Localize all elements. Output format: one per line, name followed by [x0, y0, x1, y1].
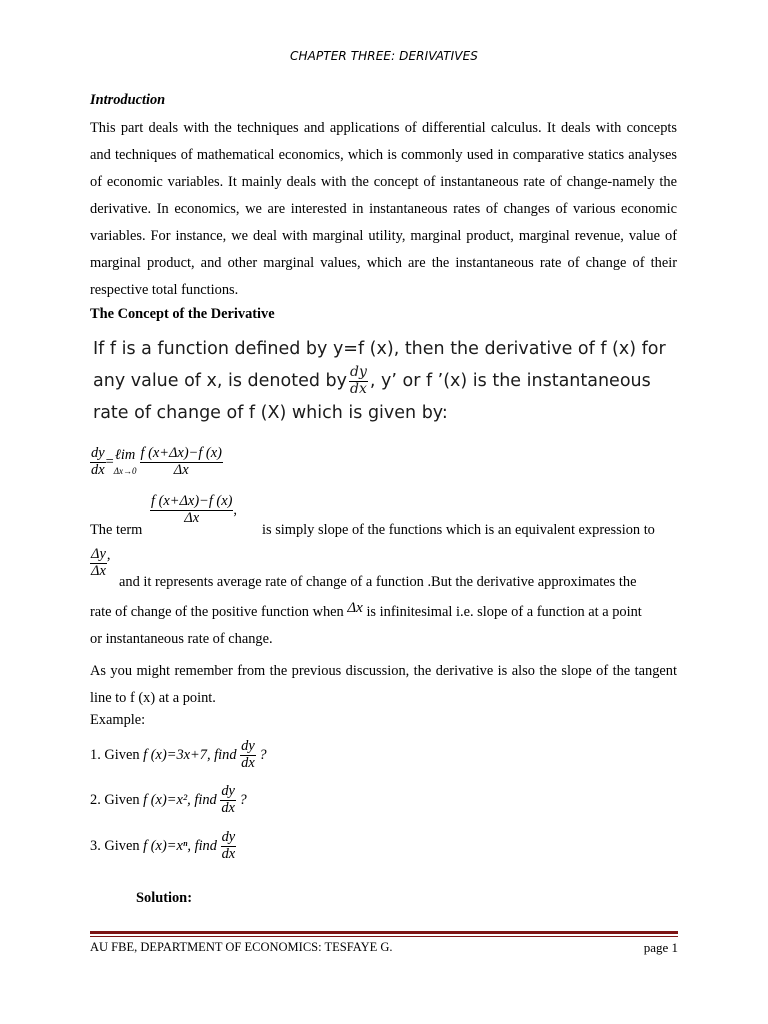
example-expression: f (x)=xⁿ, find — [143, 837, 217, 854]
fraction-denominator: dx — [221, 845, 236, 862]
dy-dx-fraction — [349, 365, 368, 397]
fraction-denominator: dx — [350, 380, 367, 397]
definition-text — [93, 333, 683, 429]
average-rate-text: and it represents average rate of change of a function .But the derivative approximates the — [119, 574, 637, 590]
derivative-formula: $\frac{dy}{dx}$ = ℓim Δx→0 $\frac{f (x+\Delta x)-f (x)}{\Delta x}$ — [91, 445, 222, 478]
section-heading-introduction: Introduction — [90, 92, 166, 108]
term-suffix: is simply slope of the functions which is an equivalent expression to — [262, 522, 655, 538]
example-item — [90, 739, 267, 772]
fraction-numerator: dy — [221, 829, 236, 845]
example-prefix: 2. Given — [90, 791, 140, 808]
term-fraction-inner — [150, 494, 233, 527]
instantaneous-line: or instantaneous rate of change. — [90, 631, 273, 647]
infinitesimal-line — [90, 600, 642, 621]
example-label: Example: — [90, 712, 146, 728]
delta-x-symbol: Δx — [347, 600, 363, 616]
limit-operator — [114, 448, 137, 477]
fraction-denominator: Δx — [91, 562, 106, 579]
example-expression: f (x)=x², find — [143, 791, 217, 808]
section-heading-concept: The Concept of the Derivative — [90, 306, 275, 322]
formula-rhs-fraction — [140, 446, 223, 479]
example-expression: f (x)=3x+7, find — [143, 746, 237, 763]
footer-rule-thick — [90, 931, 678, 934]
fraction-denominator: dx — [91, 461, 105, 478]
example-fraction — [240, 739, 256, 772]
fraction-numerator: dy — [350, 364, 367, 381]
footer-department: AU FBE, DEPARTMENT OF ECONOMICS: TESFAYE G. — [90, 940, 393, 954]
footer-page-number: page 1 — [643, 940, 678, 955]
fraction-denominator: Δx — [173, 461, 189, 478]
example-suffix: ? — [259, 746, 267, 763]
tangent-paragraph: As you might remember from the previous discussion, the derivative is also the slope of the tangent line to f (x) at a point. — [90, 663, 677, 706]
infinitesimal-text-a: rate of change of the positive function when — [90, 604, 344, 620]
term-prefix: The term — [90, 522, 143, 538]
infinitesimal-text-b: is infinitesimal i.e. slope of a function at a point — [366, 604, 642, 620]
fraction-denominator: dx — [241, 754, 255, 771]
fraction-numerator: Δy — [91, 546, 106, 562]
term-fraction: $\frac{f (x+\Delta x)-f (x)}{\Delta x}$ , — [151, 493, 237, 526]
fraction-numerator: dy — [221, 783, 235, 799]
definition-part1: If f is a function defined by y=f (x), then the derivative of f (x) for any value of x, is denoted by — [93, 339, 666, 391]
example-fraction — [220, 784, 236, 817]
definition-part2: , y’ or f ’(x) is the instantaneous rate of change of f (X) which is given by: — [93, 371, 651, 423]
formula-lhs-fraction — [90, 446, 106, 479]
limit-subscript: Δx→0 — [113, 465, 137, 476]
solution-label: Solution: — [136, 890, 192, 906]
average-rate-fraction: $\frac{\Delta y}{\Delta x}$ , — [91, 546, 111, 579]
fraction-denominator: dx — [221, 799, 235, 816]
example-fraction — [221, 830, 237, 863]
example-suffix: ? — [239, 791, 247, 808]
fraction-denominator: Δx — [184, 509, 200, 526]
example-prefix: 3. Given — [90, 837, 140, 854]
fraction-numerator: f (x+Δx)−f (x) — [151, 493, 233, 509]
example-prefix: 1. Given — [90, 746, 140, 763]
footer-rule-thin — [90, 936, 678, 937]
dy-dx-delta-fraction — [90, 547, 107, 580]
limit-symbol: ℓim — [114, 446, 136, 463]
page-header-title: CHAPTER THREE: DERIVATIVES — [290, 49, 478, 63]
example-item — [90, 784, 247, 817]
intro-paragraph: This part deals with the techniques and applications of differential calculus. It deals with concepts and techniques of mathematical economics, which is commonly used in comparative statics analyses of economic variables. It mainly deals with the concept of instantaneous rate of change-namely the derivative. In economics, we are interested in instantaneous rates of changes of various economic variables. For instance, we deal with marginal utility, marginal product, marginal revenue, value of marginal product, and other marginal values, which are the instantaneous rate of change of their respective total functions. — [90, 120, 677, 298]
fraction-numerator: dy — [241, 738, 255, 754]
example-item — [90, 830, 236, 863]
fraction-numerator: dy — [91, 445, 105, 461]
fraction-numerator: f (x+Δx)−f (x) — [140, 445, 222, 461]
